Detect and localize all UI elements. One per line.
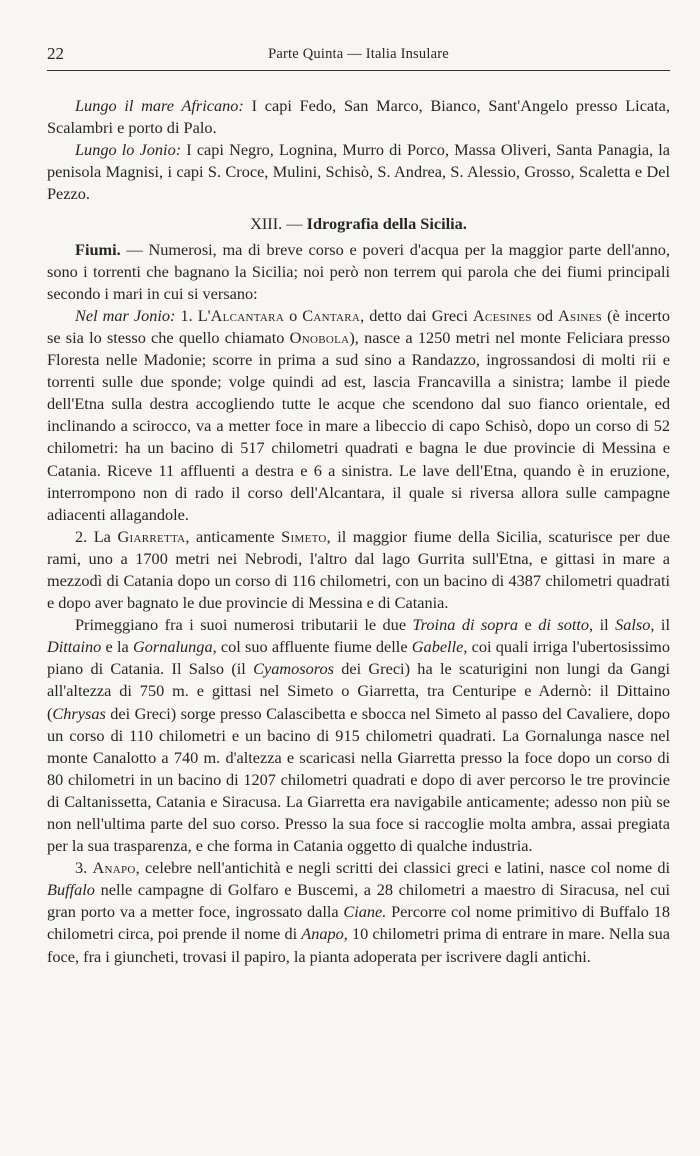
river-name-italic: di sotto — [538, 615, 590, 635]
giarretta-paragraph — [47, 526, 670, 614]
river-name-italic: Buffalo — [47, 880, 95, 900]
page-body — [47, 95, 670, 968]
river-name: Cantara — [302, 305, 361, 325]
river-name: Anapo — [92, 858, 136, 878]
river-name-italic: Gabelle — [411, 637, 464, 657]
intro-paragraph — [47, 239, 670, 305]
greek-name: Asines — [557, 305, 603, 325]
text-run: ), nasce a 1250 metri nel monte Feliciara presso Floresta nelle Madonie; scorre in prima a sud sino a Randazzo, ingrossandosi di molti rii e torrenti sulle due sponde; volge quindi ad est, lascia Francavilla a sinistra; lambe il piede dell'Etna sulla destra accogliendo tutte le acque che scendono dal suo fianco orientale, ed inclinando a scirocco, va a metter foce in mare a libeccio di capo Schisò, dopo un corso di 52 chilometri: ha un bacino di 517 chilometri quadrati e bagna le due provincie di Messina e Catania. Riceve 11 affluenti a destra e 6 a sinistra. Le lave dell'Etna, quando è in eruzione, interrompono non di rado il corso dell'Alcantara, il quale si riversa allora sulle campagne adiacenti allagandole. — [47, 327, 670, 524]
text-run: , il maggior fiume della Sicilia, scaturisce per due rami, uno a 1700 metri nei Nebrodi, l'altro dal lago Gurrita sull'Etna, e gittasi in mare a mezzodì di Catania dopo un corso di 116 chilometri, con un bacino di 4387 chilometri quadrati e dopo aver bagnato le due provincie di Messina e di Catania. — [47, 526, 670, 613]
text-run: , il — [589, 615, 616, 635]
running-title: Parte Quinta — Italia Insulare — [268, 46, 449, 62]
river-name-italic: Salso — [615, 615, 651, 635]
text-run: nelle campagne di Golfaro e Buscemi, a 28 chilometri a maestro di Siracusa, nel cui gran porto va a metter foce, ingrossato dalla — [47, 880, 670, 922]
river-name-italic: Anapo — [301, 924, 344, 944]
section-heading — [47, 213, 670, 235]
text-run: od — [531, 305, 558, 325]
text-run: Percorre col nome primitivo di Buffalo 18 chilometri circa, poi prende il nome di — [47, 902, 670, 944]
text-run: , celebre nell'antichità e negli scritti dei classici greci e latini, nasce col nome di — [135, 858, 670, 878]
text-run: Primeggiano fra i suoi numerosi tributarii le due — [75, 615, 413, 635]
page-number: 22 — [47, 44, 64, 63]
running-head — [47, 44, 670, 68]
text-run: 3. — [75, 858, 93, 878]
river-name: Giarretta — [117, 526, 186, 546]
alcantara-paragraph — [47, 305, 670, 526]
text-run: , 10 chilometri prima di entrare in mare. Nella sua foce, fra i giuncheti, trovasi il papiro, la pianta adoperata per iscrivere dagli antichi. — [47, 924, 670, 966]
text-run: e la — [101, 637, 133, 657]
river-name-italic: Troina di sopra — [412, 615, 519, 635]
text-run: e — [518, 615, 539, 635]
greek-name-italic: Cyamosoros — [253, 659, 334, 679]
tributaries-paragraph — [47, 614, 670, 857]
text-run: dei Greci) sorge presso Calascibetta e sbocca nel Simeto al passo del Cavaliere, dopo un corso di 110 chilometri e un bacino di 915 chilometri quadrati. La Gornalunga nasce nel monte Canalotto a 740 m. d'altezza e scaricasi nella Giarretta presso la foce dopo un corso di 80 chilometri in un bacino di 1207 chilometri quadrati e dopo di aver percorso le tre provincie di Caltanissetta, Catania e Siracusa. La Giarretta era navigabile anticamente; adesso non più se non nell'ultima parte del suo corso. Presso la sua foce si raccoglie molta ambra, assai pregiata per la sua trasparenza, e che forma in Catania oggetto di qualche industria. — [47, 703, 670, 856]
text-run: , il — [650, 615, 670, 635]
text-run: , anticamente — [185, 526, 282, 546]
river-name-italic: Dittaino — [47, 637, 102, 657]
coast-text: I capi Fedo, San Marco, Bianco, Sant'Angelo presso Licata, Scalambri e porto di Palo. — [47, 96, 670, 138]
section-title: Idrografia della Sicilia. — [306, 214, 467, 234]
text-run: o — [284, 305, 303, 325]
text-run: 1. L' — [175, 305, 211, 325]
coast-lead: Lungo il mare Africano: — [75, 96, 244, 115]
anapo-paragraph — [47, 857, 670, 967]
text-run: 2. La — [75, 526, 118, 546]
paragraph-text: — Numerosi, ma di breve corso e poveri d'acqua per la maggior parte dell'anno, sono i torrenti che bagnano la Sicilia; noi però non terrem qui parola che dei fiumi principali secondo i mari in cui si versano: — [47, 239, 670, 303]
greek-name-italic: Chrysas — [52, 703, 106, 723]
header-rule — [47, 70, 670, 71]
coast-text: I capi Negro, Lognina, Murro di Porco, Massa Oliveri, Santa Panagia, la penisola Magnisi, i capi S. Croce, Mulini, Schisò, S. Andrea, S. Alessio, Grosso, Scaletta e Del Pezzo. — [47, 140, 670, 204]
paragraph-label: Fiumi. — [75, 239, 121, 259]
text-run: , detto dai Greci — [360, 305, 473, 325]
river-name-italic: Gornalunga — [132, 637, 213, 657]
text-run: dei Greci) ha le scaturigini non lungi da Gangi all'altezza di 750 m. e gittasi nel Simeto o Giarretta, tra Centuripe e Adernò: il Dittaino ( — [47, 659, 670, 723]
coast-paragraph-african — [47, 95, 670, 139]
river-name: Alcantara — [210, 305, 285, 325]
ancient-name: Simeto — [281, 526, 327, 546]
river-name-italic: Ciane. — [343, 902, 387, 922]
text-run: , col suo affluente fiume delle — [212, 637, 412, 657]
sea-lead: Nel mar Jonio: — [75, 305, 176, 325]
coast-lead: Lungo lo Jonio: — [75, 140, 182, 160]
text-run: (è incerto se sia lo stesso che quello chiamato — [47, 305, 670, 347]
text-run: , coi quali irriga l'ubertosissimo piano di Catania. Il Salso (il — [47, 637, 670, 679]
greek-name: Acesines — [472, 305, 532, 325]
ancient-name: Onobola — [289, 327, 350, 347]
section-number: XIII. — — [250, 214, 303, 234]
coast-paragraph-ionian — [47, 139, 670, 205]
